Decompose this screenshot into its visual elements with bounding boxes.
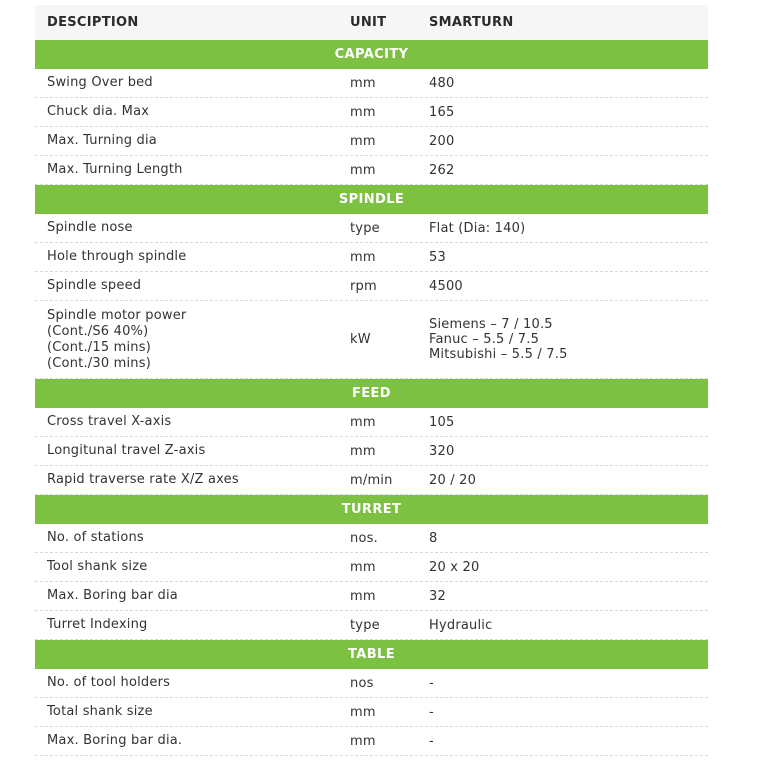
value-line: Mitsubishi – 5.5 / 7.5 bbox=[429, 347, 568, 362]
value-line: 320 bbox=[429, 443, 455, 459]
description-line: Turret Indexing bbox=[47, 617, 148, 632]
row-value bbox=[417, 676, 708, 691]
row-unit: mm bbox=[350, 733, 376, 749]
value-line: 53 bbox=[429, 249, 446, 265]
table-row bbox=[35, 156, 708, 185]
row-unit: mm bbox=[350, 414, 376, 430]
table-body bbox=[35, 40, 708, 756]
row-unit: mm bbox=[350, 75, 376, 91]
row-unit: m/min bbox=[350, 472, 393, 488]
table-row bbox=[35, 408, 708, 437]
row-value bbox=[417, 221, 708, 236]
row-unit: mm bbox=[350, 133, 376, 149]
row-description bbox=[35, 104, 337, 120]
row-unit: kW bbox=[350, 332, 371, 347]
row-value bbox=[417, 444, 708, 459]
value-line: 200 bbox=[429, 133, 455, 149]
row-description bbox=[35, 443, 337, 459]
row-unit: mm bbox=[350, 104, 376, 120]
row-value bbox=[417, 415, 708, 430]
description-line: Max. Boring bar dia. bbox=[47, 733, 183, 748]
table-row bbox=[35, 214, 708, 243]
row-unit: mm bbox=[350, 249, 376, 265]
table-row bbox=[35, 69, 708, 98]
table-row bbox=[35, 727, 708, 756]
value-line: 8 bbox=[429, 530, 438, 546]
value-line: Siemens – 7 / 10.5 bbox=[429, 317, 553, 332]
value-line: 262 bbox=[429, 162, 455, 178]
row-unit: mm bbox=[350, 588, 376, 604]
row-description bbox=[35, 559, 337, 575]
row-description bbox=[35, 249, 337, 265]
description-line: No. of tool holders bbox=[47, 675, 171, 690]
table-row bbox=[35, 611, 708, 640]
description-line: Total shank size bbox=[47, 704, 153, 719]
row-value bbox=[417, 618, 708, 633]
value-line: - bbox=[429, 704, 434, 720]
table-row bbox=[35, 243, 708, 272]
row-value bbox=[417, 279, 708, 294]
row-description bbox=[35, 75, 337, 91]
table-row bbox=[35, 553, 708, 582]
row-value bbox=[417, 250, 708, 265]
description-line: (Cont./30 mins) bbox=[47, 355, 151, 371]
table-row bbox=[35, 272, 708, 301]
description-line: (Cont./S6 40%) bbox=[47, 323, 149, 339]
row-value bbox=[417, 163, 708, 178]
table-row bbox=[35, 127, 708, 156]
value-line: 20 / 20 bbox=[429, 472, 477, 488]
value-line: - bbox=[429, 675, 434, 691]
row-value bbox=[417, 105, 708, 120]
row-unit: type bbox=[350, 220, 380, 236]
table-row bbox=[35, 98, 708, 127]
row-unit: nos bbox=[350, 675, 374, 691]
row-description bbox=[35, 220, 337, 236]
description-line: Spindle nose bbox=[47, 220, 133, 235]
value-line: Fanuc – 5.5 / 7.5 bbox=[429, 332, 540, 347]
row-value bbox=[417, 560, 708, 575]
value-line: Hydraulic bbox=[429, 617, 493, 633]
row-unit: mm bbox=[350, 443, 376, 459]
table-row bbox=[35, 524, 708, 553]
value-line: 20 x 20 bbox=[429, 559, 480, 575]
description-line: No. of stations bbox=[47, 530, 144, 545]
row-description bbox=[35, 162, 337, 178]
row-value bbox=[417, 473, 708, 488]
row-description bbox=[35, 588, 337, 604]
column-header-unit: UNIT bbox=[350, 15, 387, 30]
row-value bbox=[417, 317, 708, 362]
description-line: Hole through spindle bbox=[47, 249, 187, 264]
description-line: Spindle motor power bbox=[47, 307, 187, 323]
section-header-table: TABLE bbox=[35, 640, 708, 669]
description-line: (Cont./15 mins) bbox=[47, 339, 151, 355]
row-value bbox=[417, 531, 708, 546]
row-value bbox=[417, 76, 708, 91]
section-header-feed: FEED bbox=[35, 379, 708, 408]
table-row bbox=[35, 669, 708, 698]
section-header-turret: TURRET bbox=[35, 495, 708, 524]
description-line: Max. Turning dia bbox=[47, 133, 157, 148]
row-value bbox=[417, 134, 708, 149]
column-header-smarturn: SMARTURN bbox=[429, 15, 514, 30]
row-description bbox=[35, 617, 337, 633]
description-line: Max. Boring bar dia bbox=[47, 588, 178, 603]
row-description bbox=[35, 133, 337, 149]
section-header-capacity: CAPACITY bbox=[35, 40, 708, 69]
description-line: Longitunal travel Z-axis bbox=[47, 443, 206, 458]
value-line: 480 bbox=[429, 75, 455, 91]
description-line: Swing Over bed bbox=[47, 75, 153, 90]
row-description bbox=[35, 675, 337, 691]
row-unit: rpm bbox=[350, 278, 377, 294]
row-description bbox=[35, 704, 337, 720]
table-row bbox=[35, 437, 708, 466]
value-line: 105 bbox=[429, 414, 455, 430]
value-line: - bbox=[429, 733, 434, 749]
row-description bbox=[35, 414, 337, 430]
value-line: 4500 bbox=[429, 278, 463, 294]
row-unit: mm bbox=[350, 559, 376, 575]
value-line: 165 bbox=[429, 104, 455, 120]
row-description bbox=[35, 472, 337, 488]
table-header bbox=[35, 5, 708, 40]
table-row bbox=[35, 582, 708, 611]
column-header-description: DESCIPTION bbox=[47, 15, 139, 30]
table-row bbox=[35, 698, 708, 727]
table-row bbox=[35, 466, 708, 495]
row-unit: nos. bbox=[350, 530, 378, 546]
spec-table bbox=[35, 5, 708, 756]
description-line: Chuck dia. Max bbox=[47, 104, 150, 119]
row-unit: mm bbox=[350, 162, 376, 178]
row-value bbox=[417, 705, 708, 720]
description-line: Spindle speed bbox=[47, 278, 142, 293]
row-unit: type bbox=[350, 617, 380, 633]
row-value bbox=[417, 734, 708, 749]
row-description bbox=[35, 530, 337, 546]
row-description bbox=[35, 308, 337, 372]
value-line: 32 bbox=[429, 588, 446, 604]
row-unit: mm bbox=[350, 704, 376, 720]
description-line: Cross travel X-axis bbox=[47, 414, 172, 429]
section-header-spindle: SPINDLE bbox=[35, 185, 708, 214]
row-description bbox=[35, 733, 337, 749]
value-line: Flat (Dia: 140) bbox=[429, 220, 526, 236]
description-line: Max. Turning Length bbox=[47, 162, 183, 177]
description-line: Tool shank size bbox=[47, 559, 148, 574]
row-description bbox=[35, 278, 337, 294]
description-line: Rapid traverse rate X/Z axes bbox=[47, 472, 239, 487]
row-value bbox=[417, 589, 708, 604]
table-row bbox=[35, 301, 708, 379]
